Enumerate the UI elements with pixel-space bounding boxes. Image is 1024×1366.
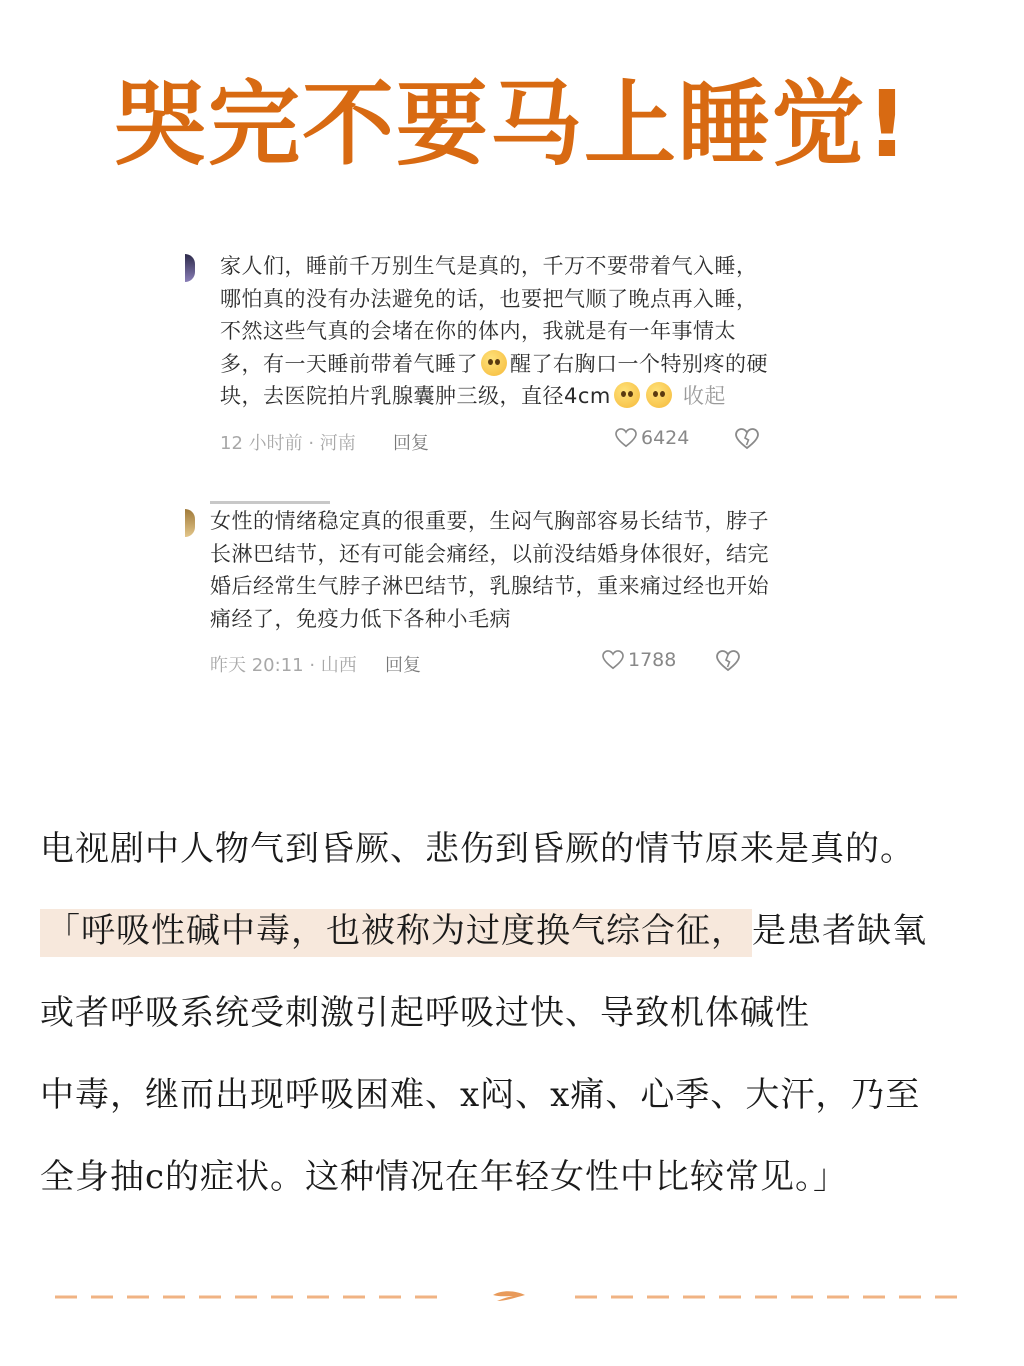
reply-button[interactable]: 回复: [393, 432, 429, 454]
like-count: 1788: [628, 649, 677, 671]
comment-card: [185, 505, 775, 679]
crying-face-emoji-icon: [646, 382, 672, 408]
comment-meta: [210, 645, 775, 679]
crying-face-emoji-icon: [481, 350, 507, 376]
article-body: [40, 808, 990, 1218]
collapse-link[interactable]: 收起: [682, 384, 726, 408]
like-count: 6424: [641, 426, 690, 449]
article-line-rest: 是患者缺氧: [752, 911, 927, 951]
heart-icon: [615, 428, 637, 448]
comment-meta: [220, 423, 775, 457]
like-button[interactable]: [615, 427, 689, 449]
cut-off-username: [210, 497, 340, 507]
comment-card: [185, 250, 775, 457]
like-button[interactable]: [602, 649, 676, 671]
divider-ornament-icon: [493, 1291, 525, 1301]
crying-face-emoji-icon: [614, 382, 640, 408]
broken-heart-icon[interactable]: [735, 428, 759, 455]
highlighted-quote: 「呼吸性碱中毒，也被称为过度换气综合征，: [40, 909, 752, 957]
comment-time-location: 昨天 20:11 · 山西: [210, 655, 357, 676]
page-title: 哭完不要马上睡觉!: [114, 71, 910, 178]
broken-heart-icon[interactable]: [716, 650, 740, 677]
comment-time-location: 12 小时前 · 河南: [220, 432, 356, 454]
reply-button[interactable]: 回复: [385, 655, 421, 676]
comment-text: 家人们，睡前千万别生气是真的，千万不要带着气入睡，哪怕真的没有办法避免的话，也要把气顺了晚点再入睡，不然这些气真的会堵在你的体内，我就是有一年事情太多，有一天睡前带着气睡了: [220, 254, 758, 376]
article-line: 或者呼吸系统受刺激引起呼吸过快、导致机体碱性: [40, 993, 810, 1033]
dashed-divider: [55, 1287, 970, 1307]
article-line: 电视剧中人物气到昏厥、悲伤到昏厥的情节原来是真的。: [40, 829, 915, 869]
article-line: 中毒，继而出现呼吸困难、x闷、x痛、心季、大汗，乃至: [40, 1075, 921, 1115]
comment-text-continued: 醒了右胸口一个特别疼的硬块，去医院拍片乳腺囊肿三级，直径4cm: [220, 351, 768, 408]
article-line: 全身抽c的症状。这种情况在年轻女性中比较常见。」: [40, 1157, 849, 1197]
article-line: [40, 890, 990, 972]
comment-text-block: [185, 250, 775, 413]
comment-text: 女性的情绪稳定真的很重要，生闷气胸部容易长结节，脖子长淋巴结节，还有可能会痛经，以前没结婚身体很好，结完婚后经常生气脖子淋巴结节，乳腺结节，重来痛过经也开始痛经了，免疫力低下各种小毛病: [210, 509, 769, 631]
heart-icon: [602, 650, 624, 670]
